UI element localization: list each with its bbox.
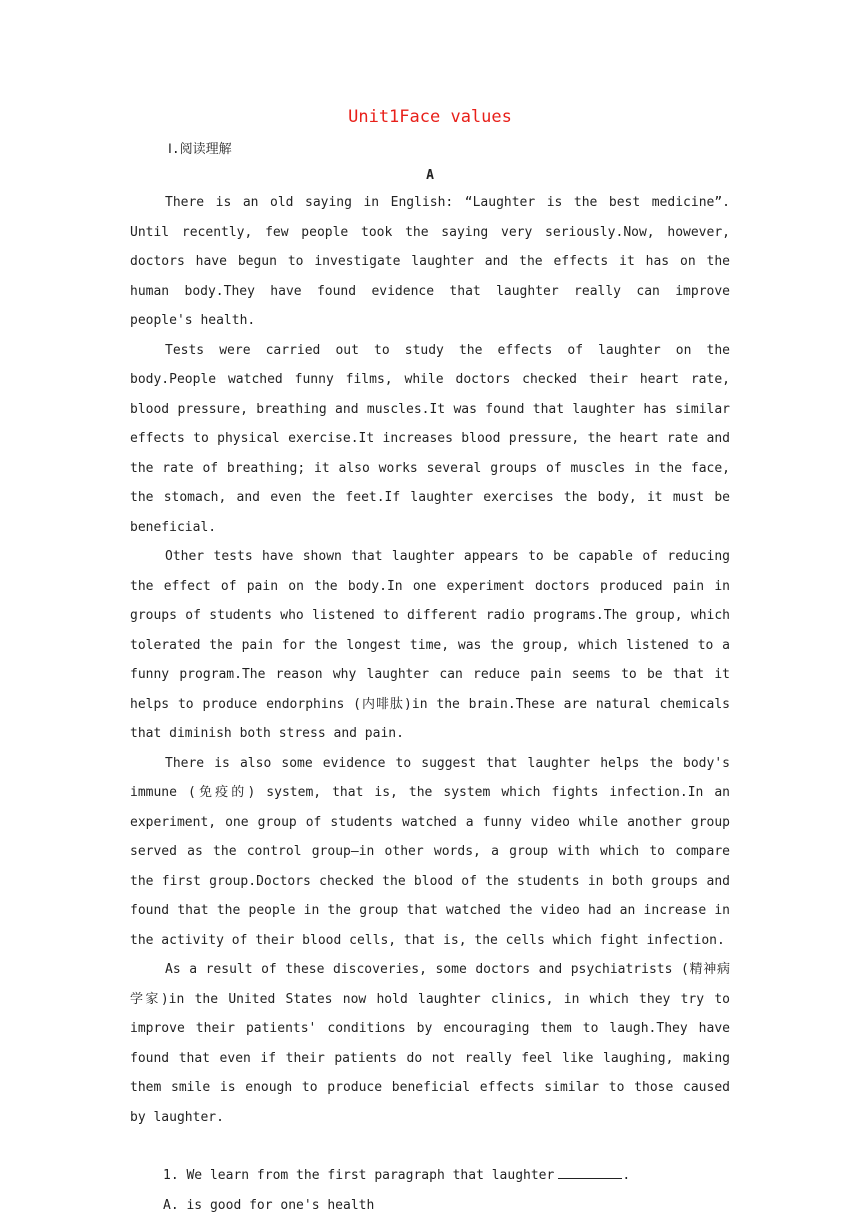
option-a: A. is good for one's health — [130, 1191, 730, 1220]
question-stem: We learn from the first paragraph that laughter — [186, 1168, 554, 1183]
section-heading: Ⅰ.阅读理解 — [168, 140, 730, 160]
paragraph-1: There is an old saying in English: “Laughter is the best medicine”. Until recently, few people took the saying very seriously.Now, however, doctors have begun to investigate laughter and the effects it has on the human body.They have found evidence that laughter really can improve people's health. — [130, 188, 730, 336]
paragraph-3: Other tests have shown that laughter appears to be capable of reducing the effect of pain on the body.In one experiment doctors produced pain in groups of students who listened to different radio programs.The group, which tolerated the pain for the longest time, was the group, which listened to a funny program.The reason why laughter can reduce pain seems to be that it helps to produce endorphins (内啡肽)in the brain.These are natural chemicals that diminish both stress and pain. — [130, 542, 730, 749]
spacer — [130, 1132, 730, 1161]
document-page — [130, 100, 730, 1220]
paragraph-2: Tests were carried out to study the effects of laughter on the body.People watched funny films, while doctors checked their heart rate, blood pressure, breathing and muscles.It was found that laughter has similar effects to physical exercise.It increases blood pressure, the heart rate and the rate of breathing; it also works several groups of muscles in the face, the stomach, and even the feet.If laughter exercises the body, it must be beneficial. — [130, 336, 730, 543]
question-number: 1. — [163, 1168, 179, 1183]
page-title: Unit1Face values — [130, 106, 730, 128]
passage-label: A — [130, 166, 730, 186]
question-1 — [130, 1161, 730, 1191]
paragraph-5: As a result of these discoveries, some doctors and psychiatrists (精神病学家)in the United States now hold laughter clinics, in which they try to improve their patients' conditions by encouraging them to laugh.They have found that even if their patients do not really feel like laughing, making them smile is enough to produce beneficial effects similar to those caused by laughter. — [130, 955, 730, 1132]
question-end: . — [622, 1168, 630, 1183]
answer-blank — [558, 1166, 622, 1179]
paragraph-4: There is also some evidence to suggest that laughter helps the body's immune (免疫的) system, that is, the system which fights infection.In an experiment, one group of students watched a funny video while another group served as the control group—in other words, a group with which to compare the first group.Doctors checked the blood of the students in both groups and found that the people in the group that watched the video had an increase in the activity of their blood cells, that is, the cells which fight infection. — [130, 749, 730, 956]
